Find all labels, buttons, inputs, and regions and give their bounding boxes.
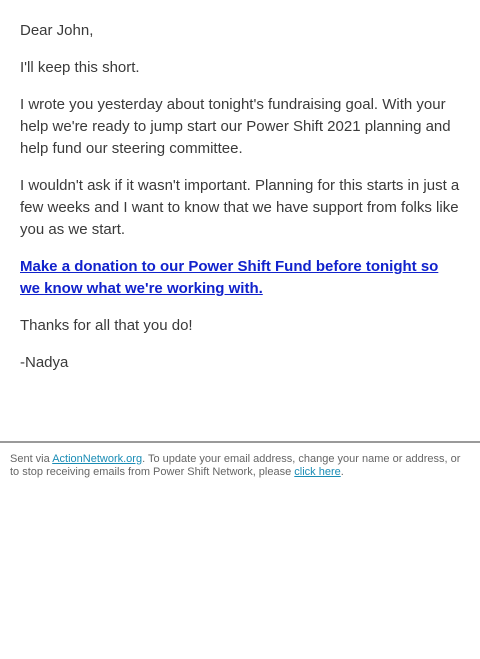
footer-middle: . To update your email address, change your name or address, or to stop receiving emails from Power Shift Network, please <box>10 453 461 478</box>
cta-paragraph <box>20 256 460 300</box>
thanks-line: Thanks for all that you do! <box>20 317 193 334</box>
email-footer <box>0 441 480 479</box>
unsubscribe-link[interactable]: click here <box>294 466 341 478</box>
greeting: Dear John, <box>20 22 94 39</box>
paragraph-planning: I wouldn't ask if it wasn't important. Planning for this starts in just a few weeks and I want to know that we have support from folks like you as we start. <box>20 177 460 238</box>
spacer <box>0 389 480 441</box>
donate-link[interactable]: Make a donation to our Power Shift Fund before tonight so we know what we're working with. <box>20 258 439 297</box>
signature: -Nadya <box>20 354 69 371</box>
footer-prefix: Sent via <box>10 453 53 465</box>
paragraph-fundraising-goal: I wrote you yesterday about tonight's fundraising goal. With your help we're ready to jump start our Power Shift 2021 planning and help fund our steering committee. <box>20 96 451 157</box>
footer-suffix: . <box>340 466 344 478</box>
intro-line: I'll keep this short. <box>20 59 140 76</box>
actionnetwork-link[interactable]: ActionNetwork.org <box>52 453 143 465</box>
